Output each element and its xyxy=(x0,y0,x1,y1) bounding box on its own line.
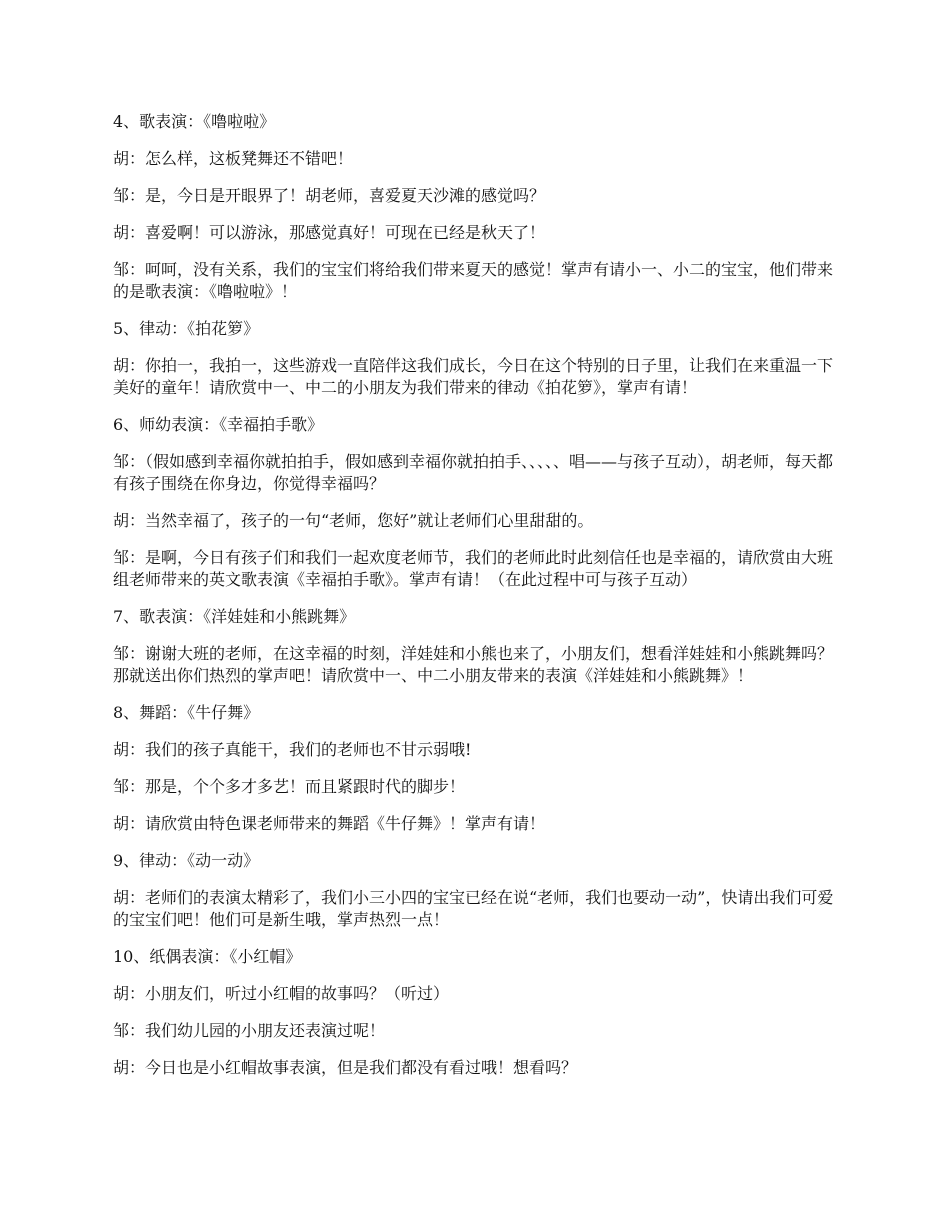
dialogue-line: 胡：小朋友们，听过小红帽的故事吗？（听过） xyxy=(113,984,450,1003)
dialogue-line: 胡：请欣赏由特色课老师带来的舞蹈《牛仔舞》！掌声有请！ xyxy=(113,814,546,833)
section-heading-4: 4、歌表演：《噜啦啦》 xyxy=(113,112,276,131)
dialogue-line: 邹：（假如感到幸福你就拍拍手，假如感到幸福你就拍拍手、、、、、唱——与孩子互动），胡老师，每天都有孩子围绕在你身边，你觉得幸福吗？ xyxy=(113,452,834,493)
section-heading-7: 7、歌表演：《洋娃娃和小熊跳舞》 xyxy=(113,607,356,626)
section-heading-6: 6、师幼表演：《幸福拍手歌》 xyxy=(113,415,324,434)
section-heading-10: 10、纸偶表演：《小红帽》 xyxy=(113,947,302,966)
dialogue-line: 邹：是啊，今日有孩子们和我们一起欢度老师节，我们的老师此时此刻信任也是幸福的，请欣赏由大班组老师带来的英文歌表演《幸福拍手歌》。掌声有请！（在此过程中可与孩子互动） xyxy=(113,548,834,589)
dialogue-line: 邹：是，今日是开眼界了！胡老师，喜爱夏天沙滩的感觉吗？ xyxy=(113,186,546,205)
dialogue-line: 邹：谢谢大班的老师，在这幸福的时刻，洋娃娃和小熊也来了，小朋友们，想看洋娃娃和小熊跳舞吗？那就送出你们热烈的掌声吧！请欣赏中一、中二小朋友带来的表演《洋娃娃和小熊跳舞》！ xyxy=(113,644,834,685)
dialogue-line: 胡：当然幸福了，孩子的一句“老师，您好”就让老师们心里甜甜的。 xyxy=(113,511,594,530)
dialogue-line: 胡：喜爱啊！可以游泳，那感觉真好！可现在已经是秋天了！ xyxy=(113,223,546,242)
section-heading-9: 9、律动：《动一动》 xyxy=(113,851,260,870)
dialogue-line: 邹：呵呵，没有关系，我们的宝宝们将给我们带来夏天的感觉！掌声有请小一、小二的宝宝，他们带来的是歌表演：《噜啦啦》！ xyxy=(113,260,834,301)
document-body xyxy=(113,111,843,1094)
dialogue-line: 邹：我们幼儿园的小朋友还表演过呢！ xyxy=(113,1021,386,1040)
dialogue-line: 邹：那是，个个多才多艺！而且紧跟时代的脚步！ xyxy=(113,777,466,796)
dialogue-line: 胡：你拍一，我拍一，这些游戏一直陪伴这我们成长，今日在这个特别的日子里，让我们在来重温一下美好的童年！请欣赏中一、中二的小朋友为我们带来的律动《拍花箩》，掌声有请！ xyxy=(113,356,834,397)
dialogue-line: 胡：老师们的表演太精彩了，我们小三小四的宝宝已经在说“老师，我们也要动一动”，快请出我们可爱的宝宝们吧！他们可是新生哦，掌声热烈一点！ xyxy=(113,888,834,929)
section-heading-5: 5、律动：《拍花箩》 xyxy=(113,319,260,338)
dialogue-line: 胡：今日也是小红帽故事表演，但是我们都没有看过哦！想看吗？ xyxy=(113,1058,578,1077)
dialogue-line: 胡：怎么样，这板凳舞还不错吧！ xyxy=(113,149,354,168)
dialogue-line: 胡：我们的孩子真能干，我们的老师也不甘示弱哦! xyxy=(113,740,472,759)
section-heading-8: 8、舞蹈：《牛仔舞》 xyxy=(113,703,260,722)
